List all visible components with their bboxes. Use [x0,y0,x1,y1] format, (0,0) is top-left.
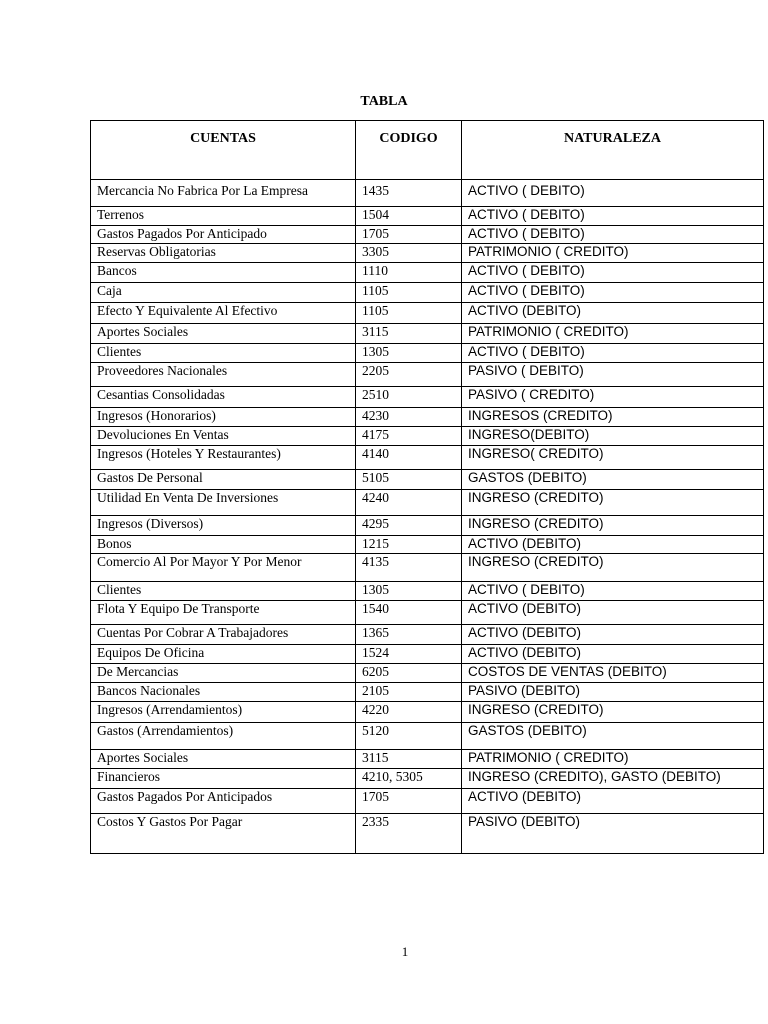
cell-cuenta: Flota Y Equipo De Transporte [91,601,356,625]
cell-codigo: 3305 [356,244,462,263]
cell-naturaleza: PATRIMONIO ( CREDITO) [462,750,764,769]
cell-codigo: 1215 [356,536,462,554]
table-row [91,408,764,427]
cell-codigo: 3115 [356,324,462,344]
cell-codigo: 4230 [356,408,462,427]
table-row [91,427,764,446]
cell-cuenta: Cuentas Por Cobrar A Trabajadores [91,625,356,645]
table-row [91,363,764,387]
cell-cuenta: Gastos Pagados Por Anticipado [91,226,356,244]
cell-cuenta: Terrenos [91,207,356,226]
cell-cuenta: Reservas Obligatorias [91,244,356,263]
cell-codigo: 4140 [356,446,462,470]
table-row [91,702,764,723]
table-row [91,490,764,516]
cell-naturaleza: INGRESO (CREDITO) [462,702,764,723]
cell-cuenta: Proveedores Nacionales [91,363,356,387]
cell-cuenta: De Mercancias [91,664,356,683]
table-row [91,536,764,554]
table-row [91,554,764,582]
cell-cuenta: Aportes Sociales [91,750,356,769]
cell-naturaleza: ACTIVO (DEBITO) [462,601,764,625]
table-row [91,303,764,324]
cell-naturaleza: INGRESO (CREDITO) [462,516,764,536]
cell-codigo: 4240 [356,490,462,516]
cell-codigo: 4210, 5305 [356,769,462,789]
cell-codigo: 4295 [356,516,462,536]
cell-codigo: 4135 [356,554,462,582]
cell-codigo: 1110 [356,263,462,283]
cell-cuenta: Ingresos (Diversos) [91,516,356,536]
table-header-row [91,121,764,180]
cell-naturaleza: PASIVO (DEBITO) [462,814,764,854]
cell-naturaleza: GASTOS (DEBITO) [462,470,764,490]
cell-cuenta: Gastos (Arrendamientos) [91,723,356,750]
table-row [91,244,764,263]
cell-naturaleza: INGRESO(DEBITO) [462,427,764,446]
cell-cuenta: Financieros [91,769,356,789]
cell-naturaleza: PASIVO ( DEBITO) [462,363,764,387]
table-row [91,789,764,814]
cell-codigo: 5120 [356,723,462,750]
table-row [91,814,764,854]
cell-naturaleza: ACTIVO ( DEBITO) [462,207,764,226]
cell-codigo: 1305 [356,344,462,363]
cell-cuenta: Equipos De Oficina [91,645,356,664]
cell-naturaleza: ACTIVO (DEBITO) [462,536,764,554]
table-row [91,283,764,303]
cell-codigo: 1540 [356,601,462,625]
table-row [91,723,764,750]
table-row [91,683,764,702]
cell-naturaleza: INGRESO (CREDITO), GASTO (DEBITO) [462,769,764,789]
cell-cuenta: Bonos [91,536,356,554]
cell-naturaleza: PASIVO (DEBITO) [462,683,764,702]
header-cuentas: CUENTAS [91,121,356,180]
cell-cuenta: Mercancia No Fabrica Por La Empresa [91,180,356,207]
table-row [91,769,764,789]
cell-cuenta: Clientes [91,582,356,601]
header-naturaleza: NATURALEZA [462,121,764,180]
cell-naturaleza: INGRESOS (CREDITO) [462,408,764,427]
page-number: 1 [401,944,409,959]
cell-codigo: 2205 [356,363,462,387]
cell-codigo: 6205 [356,664,462,683]
table-row [91,446,764,470]
cell-naturaleza: ACTIVO (DEBITO) [462,625,764,645]
cell-codigo: 2105 [356,683,462,702]
cell-naturaleza: ACTIVO ( DEBITO) [462,226,764,244]
cell-naturaleza: ACTIVO (DEBITO) [462,303,764,324]
cell-cuenta: Utilidad En Venta De Inversiones [91,490,356,516]
cell-codigo: 5105 [356,470,462,490]
table-row [91,582,764,601]
cell-cuenta: Gastos De Personal [91,470,356,490]
cell-naturaleza: GASTOS (DEBITO) [462,723,764,750]
cell-codigo: 1365 [356,625,462,645]
cell-naturaleza: ACTIVO ( DEBITO) [462,283,764,303]
cell-cuenta: Aportes Sociales [91,324,356,344]
cell-naturaleza: INGRESO (CREDITO) [462,554,764,582]
cell-codigo: 1524 [356,645,462,664]
cell-naturaleza: PATRIMONIO ( CREDITO) [462,244,764,263]
cell-naturaleza: ACTIVO ( DEBITO) [462,180,764,207]
table-row [91,180,764,207]
table-row [91,625,764,645]
table-row [91,344,764,363]
cell-naturaleza: COSTOS DE VENTAS (DEBITO) [462,664,764,683]
cell-cuenta: Clientes [91,344,356,363]
cell-naturaleza: INGRESO( CREDITO) [462,446,764,470]
cell-cuenta: Cesantias Consolidadas [91,387,356,408]
cell-naturaleza: ACTIVO ( DEBITO) [462,263,764,283]
cell-codigo: 4220 [356,702,462,723]
cell-naturaleza: PATRIMONIO ( CREDITO) [462,324,764,344]
cell-cuenta: Bancos [91,263,356,283]
cell-cuenta: Efecto Y Equivalente Al Efectivo [91,303,356,324]
cell-naturaleza: ACTIVO (DEBITO) [462,789,764,814]
table-row [91,645,764,664]
table-row [91,750,764,769]
cell-codigo: 1305 [356,582,462,601]
cell-codigo: 1504 [356,207,462,226]
cell-cuenta: Ingresos (Honorarios) [91,408,356,427]
table-row [91,263,764,283]
accounts-table [90,120,764,854]
cell-cuenta: Bancos Nacionales [91,683,356,702]
cell-codigo: 2335 [356,814,462,854]
cell-cuenta: Ingresos (Arrendamientos) [91,702,356,723]
cell-codigo: 1705 [356,226,462,244]
cell-codigo: 1105 [356,303,462,324]
cell-naturaleza: PASIVO ( CREDITO) [462,387,764,408]
cell-naturaleza: ACTIVO ( DEBITO) [462,344,764,363]
cell-codigo: 1435 [356,180,462,207]
cell-naturaleza: ACTIVO (DEBITO) [462,645,764,664]
cell-naturaleza: ACTIVO ( DEBITO) [462,582,764,601]
table-row [91,207,764,226]
cell-cuenta: Comercio Al Por Mayor Y Por Menor [91,554,356,582]
cell-codigo: 1705 [356,789,462,814]
cell-codigo: 3115 [356,750,462,769]
header-codigo: CODIGO [356,121,462,180]
table-row [91,324,764,344]
table-row [91,387,764,408]
table-row [91,664,764,683]
cell-cuenta: Ingresos (Hoteles Y Restaurantes) [91,446,356,470]
cell-cuenta: Gastos Pagados Por Anticipados [91,789,356,814]
cell-cuenta: Costos Y Gastos Por Pagar [91,814,356,854]
cell-cuenta: Caja [91,283,356,303]
cell-codigo: 4175 [356,427,462,446]
table-row [91,516,764,536]
table-row [91,226,764,244]
cell-naturaleza: INGRESO (CREDITO) [462,490,764,516]
cell-codigo: 1105 [356,283,462,303]
table-row [91,470,764,490]
table-row [91,601,764,625]
page-title: TABLA [360,94,408,109]
cell-codigo: 2510 [356,387,462,408]
cell-cuenta: Devoluciones En Ventas [91,427,356,446]
